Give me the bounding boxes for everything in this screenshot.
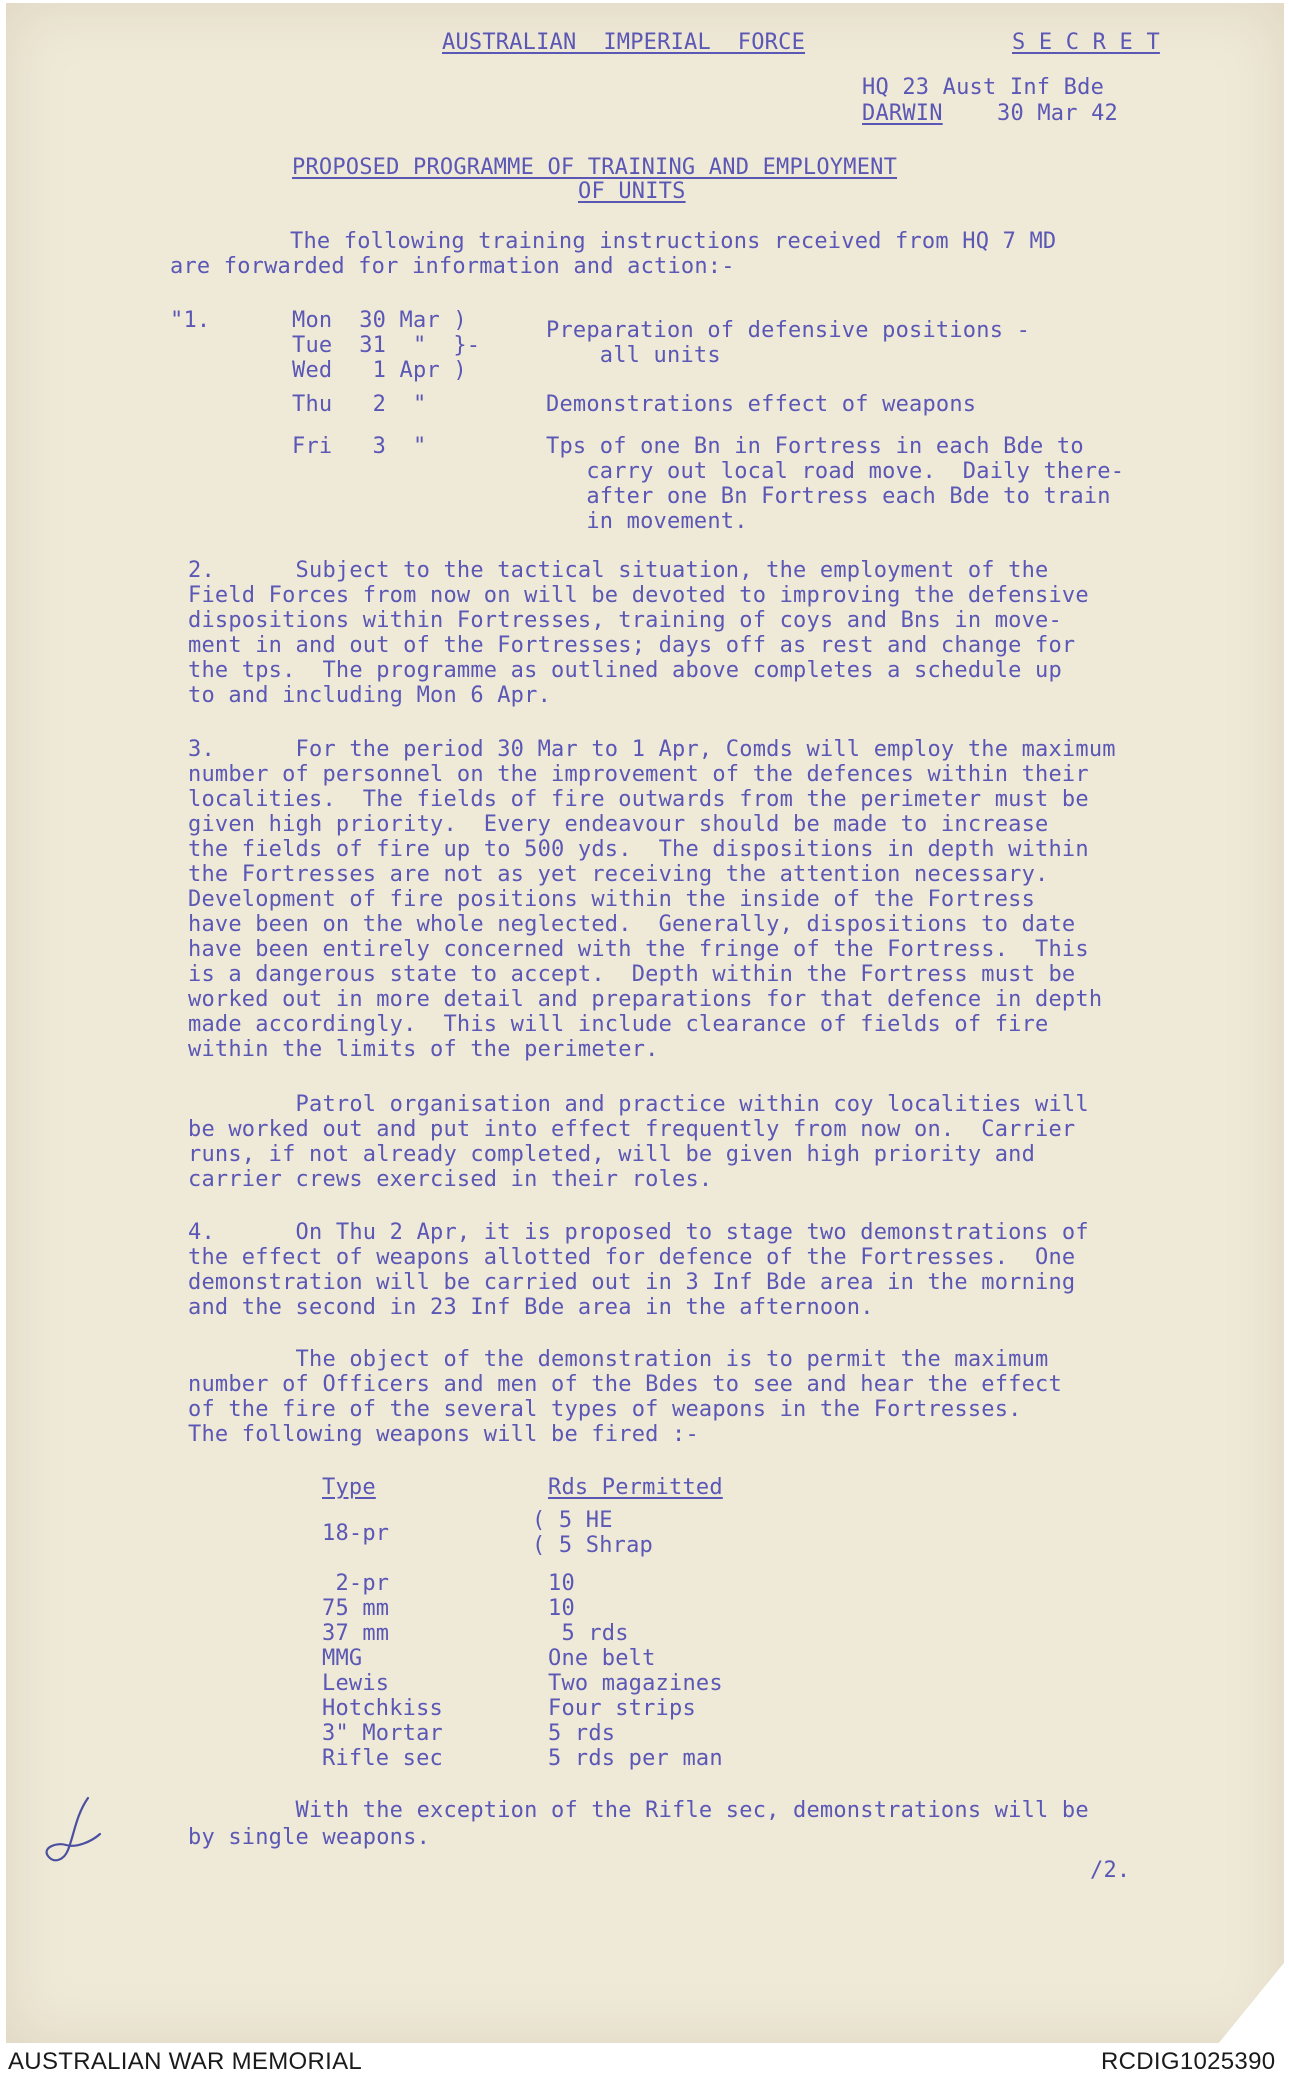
schedule-day: Wed 1 Apr ): [292, 358, 467, 383]
text-line: the tps. The programme as outlined above completes a schedule up: [188, 658, 1062, 683]
text-line: the Fortresses are not as yet receiving the attention necessary.: [188, 862, 1049, 887]
text-line: of the fire of the several types of weapons in the Fortresses.: [188, 1397, 1022, 1422]
weapon-type: MMG: [322, 1646, 363, 1671]
text-line: to and including Mon 6 Apr.: [188, 683, 552, 708]
weapon-type: Lewis: [322, 1671, 390, 1696]
text-line: runs, if not already completed, will be given high priority and: [188, 1142, 1036, 1167]
weapon-rds: 5 rds: [548, 1621, 629, 1646]
weapon-rds: ( 5 Shrap: [532, 1533, 654, 1558]
schedule-text: Demonstrations effect of weapons: [546, 392, 977, 417]
torn-corner: [1218, 1958, 1288, 2044]
text-line: dispositions within Fortresses, training of coys and Bns in move-: [188, 608, 1062, 633]
weapon-rds: ( 5 HE: [532, 1508, 613, 1533]
weapon-type: 18-pr: [322, 1521, 390, 1546]
text-line: the fields of fire up to 500 yds. The dispositions in depth within: [188, 837, 1089, 862]
text-line: given high priority. Every endeavour should be made to increase: [188, 812, 1049, 837]
handwritten-initial-icon: [36, 1790, 116, 1870]
weapon-type: 2-pr: [322, 1571, 390, 1596]
weapon-type: 75 mm: [322, 1596, 390, 1621]
intro-line1: The following training instructions received from HQ 7 MD: [290, 229, 1057, 254]
text-line: Patrol organisation and practice within coy localities will: [188, 1092, 1089, 1117]
weapon-type: 37 mm: [322, 1621, 390, 1646]
text-line: and the second in 23 Inf Bde area in the afternoon.: [188, 1295, 874, 1320]
text-line: 3. For the period 30 Mar to 1 Apr, Comds will employ the maximum: [188, 737, 1116, 762]
text-line: worked out in more detail and preparations for that defence in depth: [188, 987, 1103, 1012]
schedule-text: in movement.: [546, 509, 748, 534]
weapon-rds: 5 rds per man: [548, 1746, 723, 1771]
text-line: 4. On Thu 2 Apr, it is proposed to stage two demonstrations of: [188, 1220, 1089, 1245]
text-line: number of Officers and men of the Bdes to see and hear the effect: [188, 1372, 1062, 1397]
text-line: ment in and out of the Fortresses; days off as rest and change for: [188, 633, 1076, 658]
text-line: The object of the demonstration is to permit the maximum: [188, 1347, 1049, 1372]
weapon-type: 3" Mortar: [322, 1721, 444, 1746]
text-line: The following weapons will be fired :-: [188, 1422, 699, 1447]
schedule-text: all units: [546, 343, 721, 368]
text-line: carrier crews exercised in their roles.: [188, 1167, 713, 1192]
text-line: localities. The fields of fire outwards from the perimeter must be: [188, 787, 1089, 812]
schedule-day: Fri 3 ": [292, 434, 427, 459]
date: 30 Mar 42: [997, 101, 1119, 126]
text-line: made accordingly. This will include clearance of fields of fire: [188, 1012, 1049, 1037]
schedule-text: Preparation of defensive positions -: [546, 318, 1031, 343]
weapon-rds: 10: [548, 1596, 575, 1621]
text-line: within the limits of the perimeter.: [188, 1037, 659, 1062]
schedule-day: Mon 30 Mar ): [292, 308, 467, 333]
para1-number: "1.: [170, 308, 211, 333]
text-line: be worked out and put into effect frequently from now on. Carrier: [188, 1117, 1076, 1142]
weapon-type: Hotchkiss: [322, 1696, 444, 1721]
footer-id: RCDIG1025390: [1101, 2048, 1276, 2075]
schedule-text: carry out local road move. Daily there-: [546, 459, 1125, 484]
text-line: number of personnel on the improvement of the defences within their: [188, 762, 1089, 787]
title-line2: OF UNITS: [578, 179, 686, 204]
text-line: the effect of weapons allotted for defence of the Fortresses. One: [188, 1245, 1076, 1270]
weapon-rds: Two magazines: [548, 1671, 723, 1696]
text-line: Development of fire positions within the inside of the Fortress: [188, 887, 1036, 912]
col-header-type: Type: [322, 1475, 376, 1500]
col-header-rds: Rds Permitted: [548, 1475, 723, 1500]
intro-line2: are forwarded for information and action:-: [170, 254, 735, 279]
page-continuation: /2.: [1090, 1858, 1131, 1883]
text-line: have been entirely concerned with the fringe of the Fortress. This: [188, 937, 1089, 962]
weapon-rds: Four strips: [548, 1696, 696, 1721]
title-line1: PROPOSED PROGRAMME OF TRAINING AND EMPLOYMENT: [292, 155, 898, 180]
text-line: is a dangerous state to accept. Depth within the Fortress must be: [188, 962, 1076, 987]
schedule-day: Tue 31 " }-: [292, 333, 481, 358]
text-line: With the exception of the Rifle sec, demonstrations will be: [188, 1798, 1089, 1823]
hq-line: HQ 23 Aust Inf Bde: [862, 75, 1105, 100]
schedule-day: Thu 2 ": [292, 392, 427, 417]
weapon-rds: 10: [548, 1571, 575, 1596]
footer-archive: AUSTRALIAN WAR MEMORIAL: [8, 2048, 363, 2075]
org-heading: AUSTRALIAN IMPERIAL FORCE: [442, 30, 806, 55]
classification: S E C R E T: [1012, 30, 1160, 55]
text-line: 2. Subject to the tactical situation, the employment of the: [188, 558, 1049, 583]
weapon-type: Rifle sec: [322, 1746, 444, 1771]
weapon-rds: One belt: [548, 1646, 656, 1671]
schedule-text: after one Bn Fortress each Bde to train: [546, 484, 1111, 509]
place: DARWIN: [862, 101, 943, 126]
text-line: Field Forces from now on will be devoted to improving the defensive: [188, 583, 1089, 608]
text-line: demonstration will be carried out in 3 Inf Bde area in the morning: [188, 1270, 1076, 1295]
text-line: by single weapons.: [188, 1825, 431, 1850]
weapon-rds: 5 rds: [548, 1721, 616, 1746]
schedule-text: Tps of one Bn in Fortress in each Bde to: [546, 434, 1084, 459]
text-line: have been on the whole neglected. Generally, dispositions to date: [188, 912, 1076, 937]
